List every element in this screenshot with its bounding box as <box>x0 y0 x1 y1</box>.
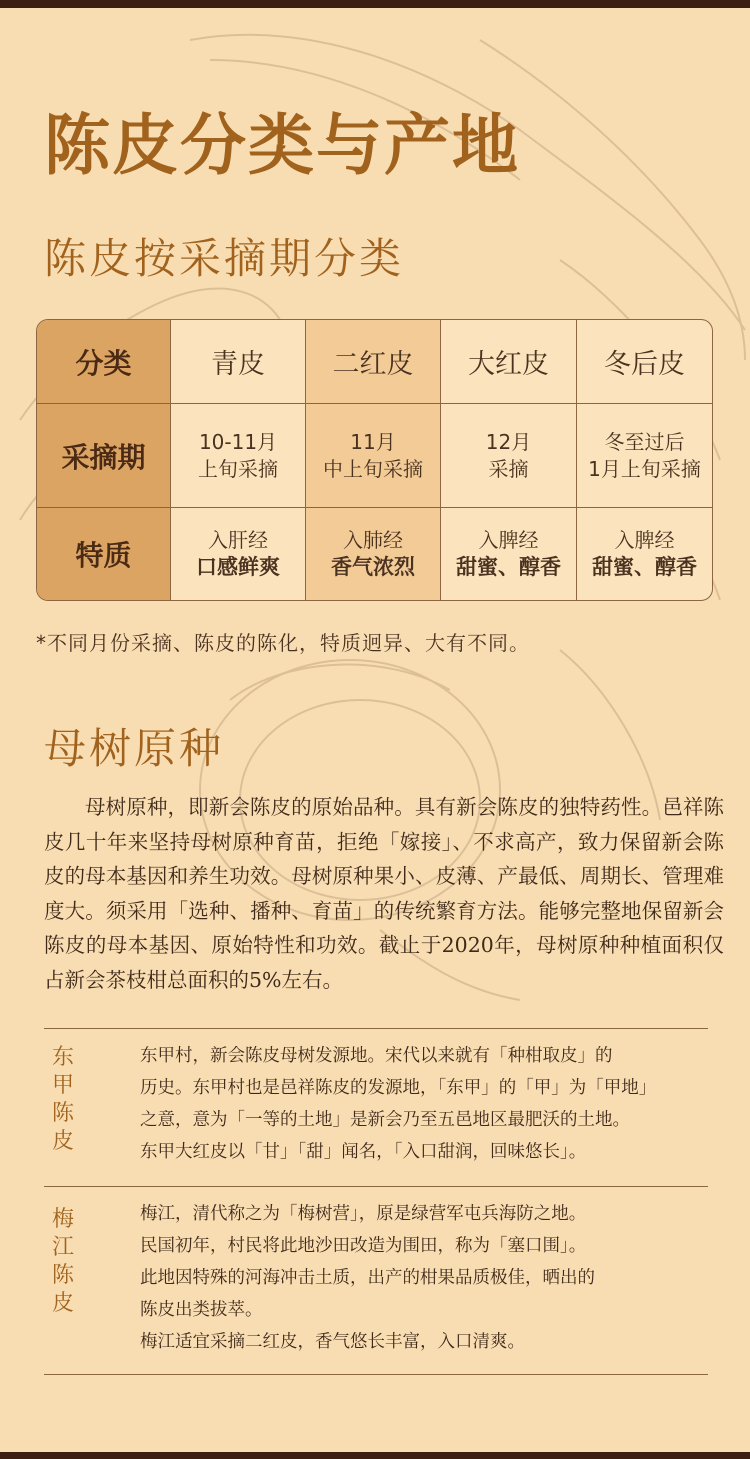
description-line: 民国初年，村民将此地沙田改造为围田，称为「塞口围」。 <box>140 1236 587 1256</box>
description-line: 此地因特殊的河海冲击土质，出产的柑果品质极佳，晒出的 <box>140 1268 595 1288</box>
period-line: 10-11月 <box>198 429 278 454</box>
description-line: 梅江适宜采摘二红皮，香气悠长丰富，入口清爽。 <box>140 1332 525 1352</box>
description-line: 之意，意为「一等的土地」是新会乃至五邑地区最肥沃的土地。 <box>140 1110 630 1130</box>
trait-cell <box>441 508 577 600</box>
trait-taste: 甜蜜、醇香 <box>592 555 697 579</box>
description-line: 东甲村，新会陈皮母树发源地。宋代以来就有「种柑取皮」的 <box>140 1046 613 1066</box>
row-header-category: 分类 <box>37 320 171 404</box>
origin-label-meijiang: 梅江陈皮 <box>51 1207 74 1316</box>
trait-meridian: 入脾经 <box>478 528 539 552</box>
trait-taste: 口感鲜爽 <box>196 555 280 579</box>
trait-meridian: 入脾经 <box>614 528 675 552</box>
divider <box>44 1028 708 1029</box>
period-cell <box>306 404 441 508</box>
row-header-trait: 特质 <box>37 508 171 600</box>
divider <box>44 1374 708 1375</box>
mother-tree-paragraph: 母树原种，即新会陈皮的原始品种。具有新会陈皮的独特药性。邑祥陈皮几十年来坚持母树原种育苗，拒绝「嫁接」、不求高产，致力保留新会陈皮的母本基因和养生功效。母树原种果小、皮薄、产最低、周期长、管理难度大。须采用「选种、播种、育苗」的传统繁育方法。能够完整地保留新会陈皮的母本基因、原始特性和功效。截止于2020年，母树原种种植面积仅占新会茶枝柑总面积的5%左右。 <box>44 795 724 992</box>
mother-tree-heading: 母树原种 <box>44 724 225 773</box>
classification-table <box>36 319 713 601</box>
period-line: 1月上旬采摘 <box>588 456 701 481</box>
origin-label-dongjia: 东甲陈皮 <box>51 1045 74 1154</box>
table-footnote: *不同月份采摘、陈皮的陈化，特质迥异、大有不同。 <box>36 631 530 655</box>
divider <box>44 1186 708 1187</box>
page-title: 陈皮分类与产地 <box>44 106 520 184</box>
column-name-qingpi: 青皮 <box>171 320 306 404</box>
bottom-border <box>0 1452 750 1459</box>
classification-heading: 陈皮按采摘期分类 <box>44 234 405 283</box>
trait-cell <box>577 508 712 600</box>
period-line: 12月 <box>485 429 532 454</box>
trait-cell <box>171 508 306 600</box>
trait-taste: 香气浓烈 <box>331 555 415 579</box>
description-line: 梅江，清代称之为「梅树营」，原是绿营军屯兵海防之地。 <box>140 1204 587 1224</box>
trait-meridian: 入肺经 <box>343 528 403 552</box>
origin-description-dongjia <box>140 1040 710 1168</box>
description-line: 历史。东甲村也是邑祥陈皮的发源地，「东甲」的「甲」为「甲地」 <box>140 1078 657 1098</box>
column-name-donghoupi: 冬后皮 <box>577 320 712 404</box>
trait-meridian: 入肝经 <box>208 528 268 552</box>
period-line: 上旬采摘 <box>198 456 278 481</box>
period-line: 采摘 <box>488 456 529 481</box>
period-cell <box>171 404 306 508</box>
period-cell <box>577 404 712 508</box>
column-name-dahongpi: 大红皮 <box>441 320 577 404</box>
period-line: 11月 <box>350 429 396 454</box>
column-name-erhongpi: 二红皮 <box>306 320 441 404</box>
period-line: 中上旬采摘 <box>323 456 423 481</box>
origin-description-meijiang <box>140 1198 710 1358</box>
description-line: 陈皮出类拔萃。 <box>140 1300 263 1320</box>
trait-cell <box>306 508 441 600</box>
row-header-period: 采摘期 <box>37 404 171 508</box>
period-cell <box>441 404 577 508</box>
trait-taste: 甜蜜、醇香 <box>456 555 561 579</box>
period-line: 冬至过后 <box>604 429 685 454</box>
description-line: 东甲大红皮以「甘」「甜」闻名，「入口甜润，回味悠长」。 <box>140 1142 587 1162</box>
